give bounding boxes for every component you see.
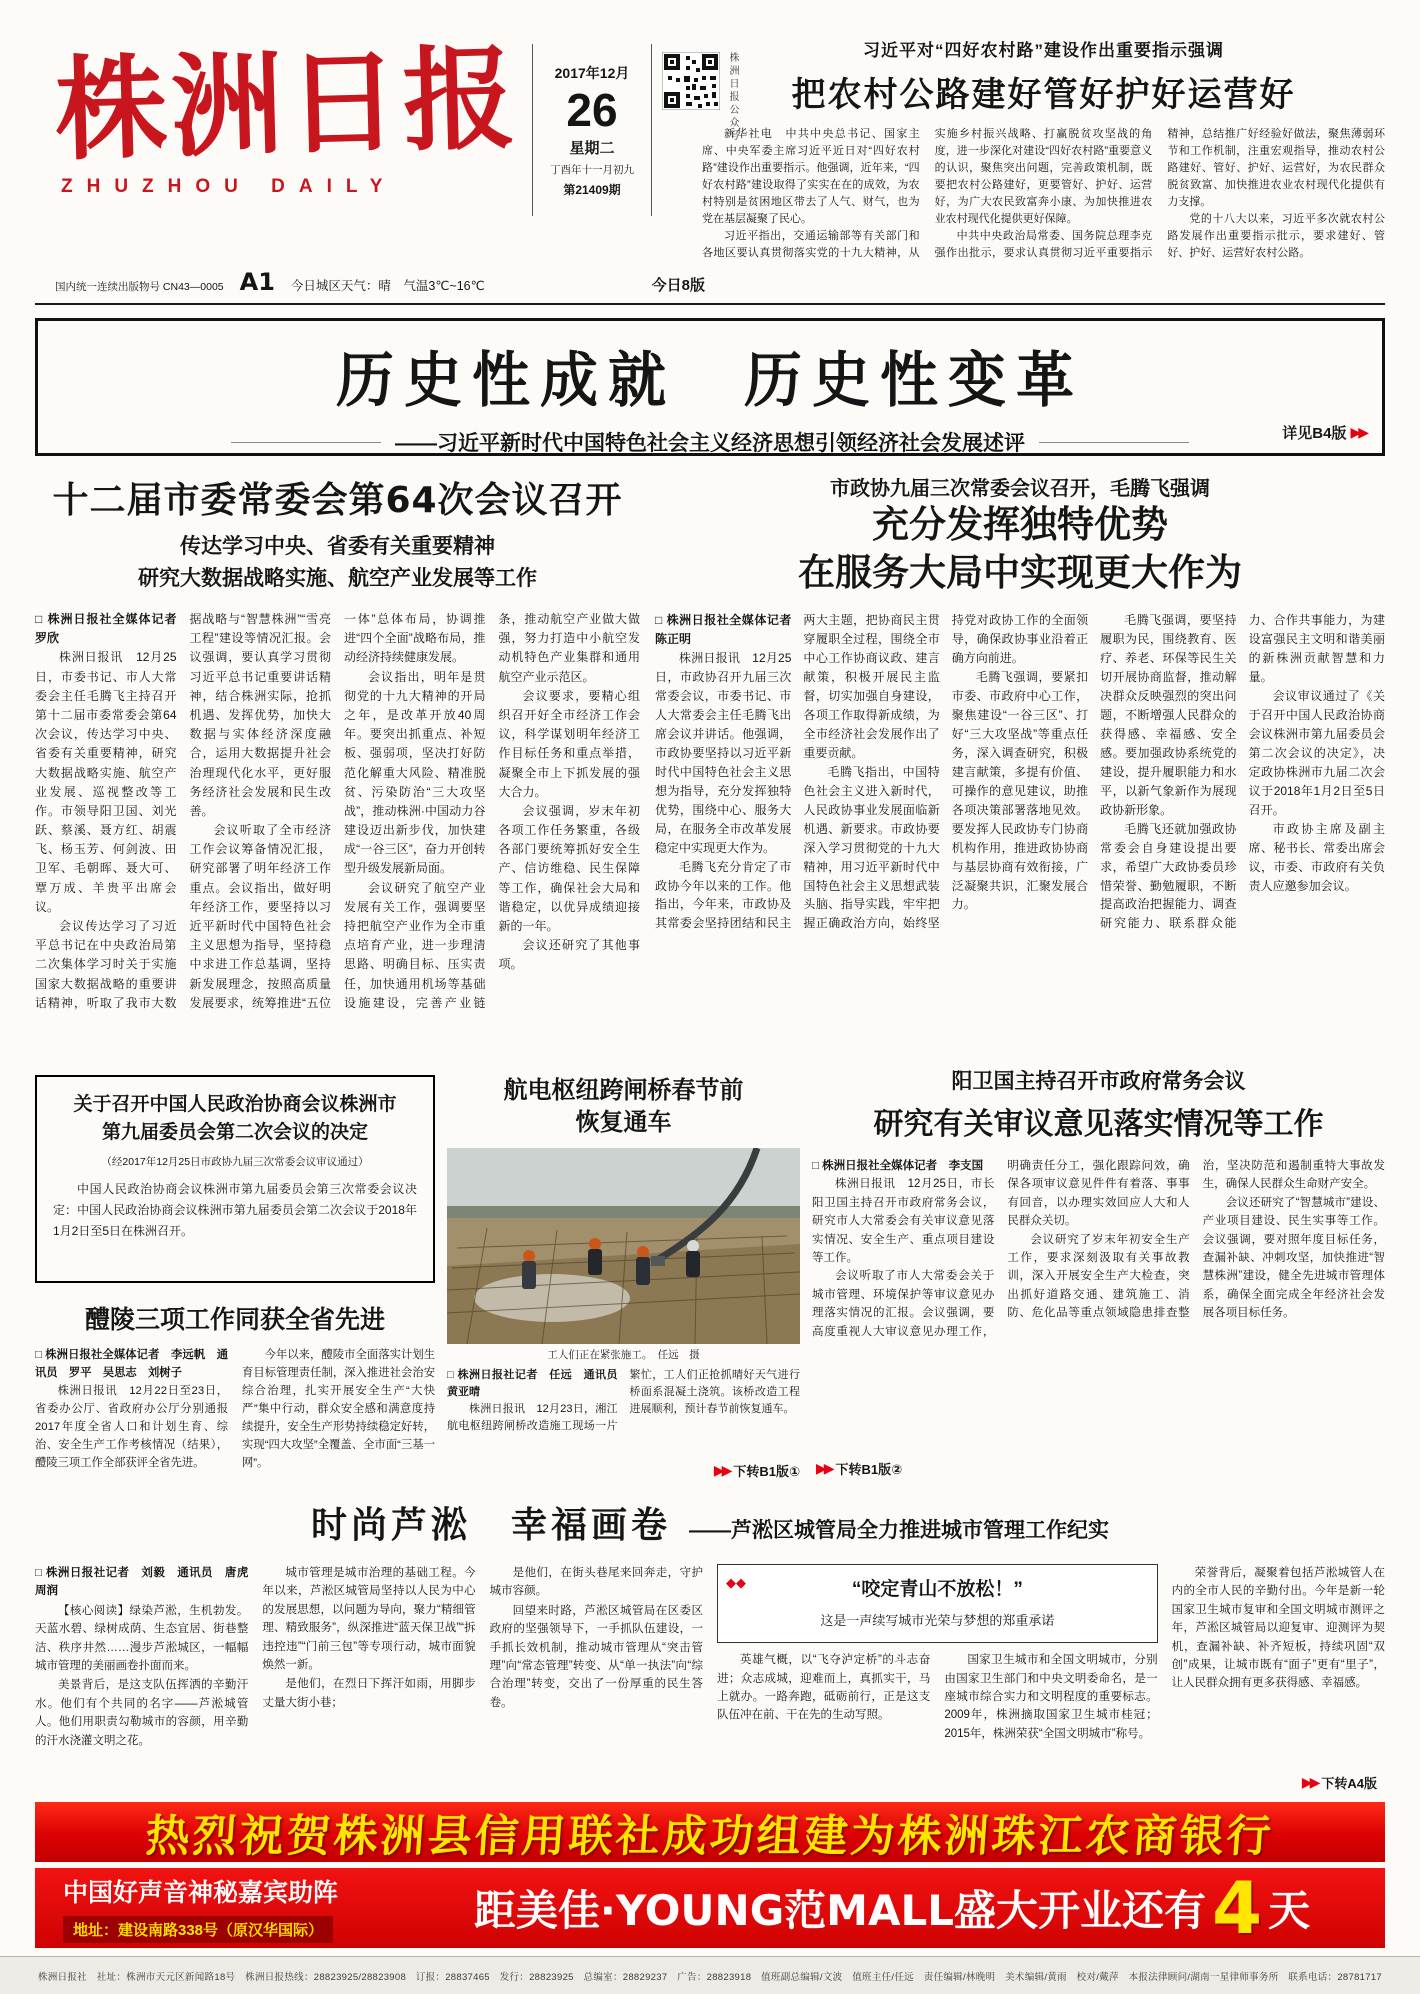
article-body: [812, 1157, 1385, 1453]
banner-subtitle-row: [38, 427, 1382, 457]
article-headline: 研究有关审议意见落实情况等工作: [873, 1108, 1324, 1141]
publication-number: 国内统一连续出版物号 CN43—0005: [55, 281, 224, 293]
paragraph: 市政协主席及副主席、秘书长、常委出席会议，市委、市政府有关负责人应邀参加会议。: [1248, 821, 1385, 893]
qr-label: 株洲日报公众号: [727, 52, 738, 143]
ad-mall-main: [427, 1866, 1357, 1950]
decorative-rule: [1039, 442, 1189, 443]
date-month: 2017年12月: [554, 64, 630, 81]
cppcc-decision-box: [35, 1075, 435, 1283]
paragraph: 荣誉背后，凝聚着包括芦淞城管人在内的全市人民的辛勤付出。今年是新一轮国家卫生城市复审和全国文明城市测评之年，芦淞区城管局以迎复审、迎测评为契机，查漏补缺、补齐短板，持续巩固“双创”成果，让城市既有“面子”更有“里子”，让人民群众拥有更多获得感、幸福感。: [1171, 1567, 1385, 1690]
byline: □ 株洲日报社记者 刘毅 通讯员 唐虎 周润: [35, 1567, 260, 1598]
article-headline: 醴陵三项工作同获全省先进: [84, 1306, 385, 1334]
paragraph: 【核心阅读】绿染芦淞，生机勃发。天蓝水碧、绿树成荫、生态宜居、街巷整洁、秩序井然……漫步芦淞城区，一幅幅城市管理的美丽画卷扑面而来。: [35, 1604, 249, 1672]
ad-banner-bank-text: 热烈祝贺株洲县信用联社成功组建为株洲珠江农商银行: [143, 1811, 1276, 1862]
paragraph: 回望来时路，芦淞区城管局在区委区政府的坚强领导下，一手抓队伍建设，一手抓长效机制，推动城市管理从“突击管理”向“常态管理”转变、从“单一执法”向“综合治理”转变，交出了一份厚重的民生答卷。: [489, 1604, 703, 1709]
byline: □ 株洲日报社全媒体记者 李远帆 通讯员 罗平 吴思志 刘树子: [35, 1349, 228, 1380]
paragraph: 毛腾飞还就加强政协常委会自身建设提出要求，希望广大政协委员珍惜荣誉、勤勉履职，不断提高政治把握能力、调查研究能力、联系群众能力、合作共事能力，为建设富强民主文明和谐美丽的新株洲贡献智慧和力量。: [1100, 613, 1385, 931]
article-gov-meeting: [812, 1065, 1385, 1480]
banner-subtitle: ——习近平新时代中国特色社会主义经济思想引领经济社会发展述评: [395, 432, 1025, 455]
banner-headline-box: [35, 318, 1385, 456]
paragraph: 会议指出，明年是贯彻党的十九大精神的开局之年，是改革开放40周年。要突出抓重点、补短板、强弱项，坚决打好防范化解重大风险、精准脱贫、污染防治“三大攻坚战”，推动株洲·中国动力谷建设迈出新步伐，加快建成“一谷三区”，奋力开创转型升级发展新局面。: [344, 669, 486, 876]
ad-mall-address: 地址：建设南路338号（原汉华国际）: [63, 1916, 333, 1943]
headline-line-1: 充分发挥独特优势: [872, 503, 1168, 546]
paragraph: 国家卫生城市和全国文明城市，分别由国家卫生部门和中央文明委命名，是一座城市综合实力和文明程度的重要标志。2009年，株洲摘取国家卫生城市桂冠；2015年，株洲荣获“全国文明城市”称号。: [944, 1654, 1158, 1740]
paragraph: 会议还研究了其他事项。: [498, 938, 640, 972]
article-body: [655, 611, 1385, 1025]
pages-today: 今日8版: [651, 277, 705, 294]
masthead-divider: [35, 303, 1385, 305]
decision-body: 中国人民政治协商会议株洲市第九届委员会第三次常委会议决定：中国人民政治协商会议株洲市第九届委员会第二次会议于2018年1月2日至5日在株洲召开。: [53, 1182, 417, 1239]
issue-number: 第21409期: [563, 182, 621, 197]
paragraph: 会议听取了全市经济工作会议筹备情况汇报，研究部署了明年经济工作重点。会议指出，做好明年经济工作，要坚持以习近平新时代中国特色社会主义思想为指导，坚持稳中求进工作总基调，坚持新发展理念，按照高质量发展要求，统筹推进“五位一体”总体布局，协调推进“四个全面”战略布局，推动经济持续健康发展。: [189, 612, 486, 1010]
feature-title: 时尚芦淞 幸福画卷: [310, 1505, 671, 1546]
headline-line-1: 航电枢纽跨闸桥春节前: [503, 1077, 744, 1104]
paragraph: 英雄气概，以“飞夺泸定桥”的斗志奋进；众志成城，迎难而上，真抓实干，马上就办。一路奔跑，砥砺前行，正是这支队伍冲在前、干在先的生动写照。: [716, 1654, 931, 1722]
paragraph: 株洲日报讯 12月25日，市政协召开九届三次常委会议，市委书记、市人大常委会主任毛腾飞出席会议并讲话。他强调，市政协要坚持以习近平新时代中国特色社会主义思想为指导，充分发挥独特优势，围绕中心、服务大局，在服务全市改革发展稳定中实现更大作为。: [655, 651, 792, 855]
paragraph: 会议强调，岁末年初各项工作任务繁重，各级各部门要统筹抓好安全生产、信访维稳、民生保障等工作，确保社会大局和谐稳定，以优异成绩迎接新的一年。: [498, 803, 640, 933]
top-story-kicker: 习近平对“四好农村路”建设作出重要指示强调: [863, 41, 1224, 60]
paragraph: 会议审议通过了《关于召开中国人民政治协商会议株洲市第九届委员会第二次会议的决定》，决定政协株洲市九届二次会议于2018年1月2日至5日召开。: [1248, 689, 1385, 817]
feature-quote-box: [717, 1564, 1158, 1643]
subhead-line-1: 传达学习中央、省委有关重要精神: [180, 535, 495, 558]
date-day: 26: [566, 83, 618, 136]
feature-column-3: [490, 1564, 703, 1792]
footer-colophon: [0, 1956, 1420, 1994]
newspaper-title: 株洲日报: [53, 33, 521, 177]
paragraph: 会议还研究了“智慧城市”建设、产业项目建设、民生实事等工作。会议强调，要对照年度目标任务，查漏补缺、冲刺攻坚，加快推进“智慧株洲”建设，健全先进城市管理体系，确保全面完成全年经济社会发展各项目标任务。: [1202, 1196, 1385, 1320]
paragraph: 习近平指出，交通运输部等有关部门和各地区要认真贯彻落实党的十九大精神，从实施乡村振兴战略、打赢脱贫攻坚战的角度，进一步深化对建设“四好农村路”重要意义的认识，聚焦突出问题，完善政策机制，既要把农村公路建好，更要管好、护好、运营好，为广大农民致富奔小康、为加快推进农业农村现代化提供更好保障。: [702, 128, 1153, 260]
paragraph: 毛腾飞强调，要紧扣市委、市政府中心工作，聚焦建设“一谷三区”、打好“三大攻坚战”等重点任务，深入调查研究，积极建言献策，多提有价值、可操作的意见建议，助推各项决策部署落地见效。要发挥人民政协专门协商机构作用，推进政协协商与基层协商有效衔接，广泛凝聚共识，汇聚发展合力。: [951, 670, 1089, 912]
see-page-label: 详见B4版: [1282, 425, 1347, 442]
feature-story: [35, 1497, 1385, 1792]
paragraph: 株洲日报讯 12月25日，市长阳卫国主持召开市政府常务会议，研究市人大常委会有关审议意见落实情况、安全生产、重点项目建设等工作。: [812, 1178, 995, 1264]
paragraph: 会议研究了航空产业发展有关工作，强调要坚持把航空产业作为全市重点培育产业，进一步理清思路、明确目标、压实责任，加快通用机场等基础设施建设，完善产业链条，推动航空产业做大做强，努力打造中小航空发动机特色产业集群和通用航空产业示范区。: [344, 612, 640, 1010]
paragraph: 党的十八大以来，习近平多次就农村公路发展作出重要指示批示，要求建好、管好、护好、运营好农村公路。: [1167, 213, 1385, 260]
paragraph: 毛腾飞强调，要坚持履职为民，围绕教育、医疗、养老、环保等民生关切开展协商监督，推动解决群众反映强烈的突出问题，不断增强人民群众的获得感、幸福感、安全感。要加强政协系统党的建设，提升履职能力和水平，以新气象新作为展现政协新形象。: [1100, 613, 1237, 817]
paragraph: 中共中央政治局常委、国务院总理李克强作出批示，要求认真贯彻习近平重要指示精神，总结推广好经验好做法，聚焦薄弱环节和工作机制，注重宏观指导，推动农村公路建好、管好、护好、运营好，为农民群众脱贫致富、加快推进农业农村现代化提供有力支撑。: [934, 128, 1385, 260]
byline: □ 株洲日报社记者 任远 通讯员 黄亚晴: [447, 1368, 629, 1398]
paragraph: 是他们，在烈日下挥汗如雨，用脚步丈量大街小巷；: [262, 1678, 476, 1709]
photo-story-headline: [447, 1075, 800, 1140]
top-story-headline: 把农村公路建好管好护好运营好: [791, 75, 1296, 115]
feature-column-1: [35, 1564, 260, 1792]
feature-subtitle: ——芦淞区城管局全力推进城市管理工作纪实: [689, 1519, 1109, 1542]
paragraph: 毛腾飞充分肯定了市政协今年以来的工作。他指出，今年来，市政协及其常委会坚持团结和民主两大主题，把协商民主贯穿履职全过程，围绕全市中心工作协商议政、建言献策，积极开展民主监督，切实加强自身建设，各项工作取得新成绩，为全市经济社会发展作出了重要贡献。: [655, 613, 940, 931]
quote-title: “咬定青山不放松！”: [851, 1579, 1023, 1600]
ad-mall-main-text: 距美佳·YOUNG范MALL盛大开业还有: [473, 1886, 1206, 1935]
paragraph: 会议传达学习了习近平总书记在中央政治局第二次集体学习时关于实施国家大数据战略的重要讲话精神，听取了我市大数据战略与“智慧株洲”“雪亮工程”建设等情况汇报。会议强调，要认真学习贯彻习近平总书记重要讲话精神，结合株洲实际，抢抓机遇、发挥优势，加快大数据与实体经济深度融合，运用大数据提升社会治理现代化水平，更好服务经济社会发展和民生改善。: [35, 612, 331, 1010]
ad-mall-title: 中国好声音神秘嘉宾助阵: [63, 1879, 339, 1907]
headline-line-2: 在服务大局中实现更大作为: [798, 551, 1242, 595]
decision-note: （经2017年12月25日市政协九届三次常委会议审议通过）: [101, 1156, 369, 1169]
ad-mall-days-count: 4: [1212, 1866, 1263, 1950]
article-body: [35, 1346, 435, 1478]
paragraph: 株洲日报讯 12月25日，市委书记、市人大常委会主任毛腾飞主持召开第十二届市委常委会第64次会议，传达学习中央、省委有关重要精神，研究大数据战略实施、航空产业发展、巡视整改等工作。市领导阳卫国、刘光跃、蔡溪、聂方红、胡震飞、杨玉芳、何剑波、田卫军、毛朝晖、聂大可、覃万成、羊贵平出席会议。: [35, 650, 177, 914]
subhead-line-2: 研究大数据战略实施、航空产业发展等工作: [138, 566, 537, 590]
footer-text: 株洲日报社 社址：株洲市天元区新闻路18号 株洲日报热线：28823925/28823908 订报：28837465 发行：28823925 总编室：28829237 广告：28823918 值班副总编辑/文波 值班主任/任远 责任编辑/林晚明 美术编辑/黄雨 校对/戴萍 本报法律顾问/湖南一星律师事务所 联系电话：28781717: [37, 1971, 1383, 1983]
article-committee-meeting: [35, 472, 640, 1070]
headline-line-2: 恢复通车: [575, 1109, 672, 1137]
article-kicker: 市政协九届三次常委会议召开，毛腾飞强调: [830, 478, 1210, 500]
paragraph: 新华社电 中共中央总书记、国家主席、中央军委主席习近平近日对“四好农村路”建设作出重要指示。他强调，近年来，“四好农村路”建设取得了实实在在的成效，为农村特别是贫困地区带去了人气、财气，也为党在基层凝聚了民心。: [702, 128, 920, 226]
jump-arrows-icon: ▶▶: [1301, 1774, 1318, 1790]
quote-ornament-icon: ◆◆: [725, 1575, 746, 1590]
paragraph: 今年以来，醴陵市全面落实计划生育目标管理责任制，深入推进社会治安综合治理，扎实开展安全生产“大快严”集中行动，群众安全感和满意度持续提升，安全生产形势持续稳定好转，实现“四大攻坚”全覆盖、全市面“三基一网”。: [242, 1349, 435, 1470]
jump-label: 下转A4版: [1321, 1776, 1377, 1791]
top-story: [702, 36, 1385, 278]
article-cppcc-meeting: [655, 472, 1385, 1070]
article-body: [35, 610, 640, 1058]
photo-story-body: [447, 1367, 800, 1439]
decision-title-line-1: 关于召开中国人民政治协商会议株洲市: [73, 1094, 397, 1115]
ad-mall-left: [63, 1873, 393, 1943]
article-kicker: 阳卫国主持召开市政府常务会议: [951, 1070, 1246, 1093]
top-story-body: [702, 126, 1385, 278]
jump-marker: [1302, 1773, 1377, 1792]
paragraph: 是他们，在街头巷尾来回奔走，守护城市容颜。: [489, 1567, 703, 1598]
article-liling: [35, 1300, 435, 1480]
paragraph: 会议听取了市人大常委会关于城市管理、环境保护等审议意见办理落实情况的汇报。会议强调，要高度重视人大审议意见办理工作，明确责任分工，强化跟踪问效，确保各项审议意见件件有着落、事事有回音，以办理实效回应人大和人民群众关切。: [812, 1160, 1190, 1338]
feature-column-4: [717, 1651, 930, 1792]
date-lunar: 丁酉年十一月初九: [550, 163, 634, 176]
byline: □ 株洲日报社全媒体记者 罗欣: [35, 612, 189, 646]
decision-title: [53, 1091, 417, 1146]
ad-mall-days-unit: 天: [1268, 1886, 1311, 1935]
paragraph: 会议研究了岁末年初安全生产工作，要求深刻汲取有关事故教训，深入开展安全生产大检查，突出抓好道路交通、建筑施工、消防、危化品等重点领域隐患排查整治，坚决防范和遏制重特大事故发生，确保人民群众生命财产安全。: [1007, 1160, 1385, 1320]
byline: □ 株洲日报社全媒体记者 陈正明: [655, 613, 804, 647]
paragraph: 会议要求，要精心组织召开好全市经济工作会议，科学谋划明年经济工作目标任务和重点举措，凝聚全市上下抓发展的强大合力。: [498, 688, 640, 799]
date-weekday: 星期二: [569, 139, 615, 157]
construction-photo: [447, 1148, 800, 1344]
jump-label: 下转B1版①: [733, 1464, 800, 1479]
article-headline: 十二届市委常委会第64次会议召开: [52, 480, 623, 521]
article-subhead: [35, 531, 640, 594]
decision-title-line-2: 第九届委员会第二次会议的决定: [101, 1121, 368, 1143]
paragraph: 美景背后，是这支队伍挥洒的辛勤汗水。他们有个共同的名字——芦淞城管人。他们用职责勾勒城市的容颜，用辛勤的汗水浇灌文明之花。: [35, 1679, 249, 1747]
decorative-rule: [231, 442, 381, 443]
article-headline: [655, 501, 1385, 597]
jump-arrows-icon: ▶▶: [713, 1462, 730, 1478]
ad-banner-mall: [35, 1868, 1385, 1948]
feature-column-6: [1172, 1564, 1385, 1792]
jump-marker: [816, 1459, 902, 1478]
photo-story: [447, 1075, 800, 1480]
paragraph: 株洲日报讯 12月22日至23日，省委办公厅、省政府办公厅分别通报2017年度全省人口和计划生育、综治、安全生产工作考核情况（结果），醴陵三项工作全部获评全省先进。: [35, 1385, 228, 1470]
info-bar: [55, 268, 705, 296]
byline: □ 株洲日报社全媒体记者 李支国: [812, 1160, 984, 1172]
paragraph: 毛腾飞指出，中国特色社会主义进入新时代，人民政协事业发展面临新机遇、新要求。市政协要深入学习贯彻党的十九大精神，用习近平新时代中国特色社会主义思想武装头脑、指导实践，牢牢把握正确政治方向，始终坚持党对政协工作的全面领导，确保政协事业沿着正确方向前进。: [803, 613, 1089, 931]
photo-credit: 工人们正在紧张施工。 任远 摄: [547, 1348, 700, 1361]
ad-banner-bank: [35, 1802, 1385, 1862]
weather-line: 今日城区天气：晴 气温3℃~16℃: [290, 279, 485, 293]
jump-arrows-icon: ▶▶: [816, 1460, 832, 1476]
banner-headline: 历史性成就 历史性变革: [335, 344, 1084, 416]
feature-column-2: [262, 1564, 475, 1792]
jump-marker: [714, 1461, 800, 1480]
date-box: [532, 44, 652, 216]
masthead: [53, 33, 535, 198]
paragraph: 城市管理是城市治理的基础工程。今年以来，芦淞区城管局坚持以人民为中心的发展思想，以问题为导向，聚力“精细管理、精致服务”，纵深推进“蓝天保卫战”“拆违控违”“门前三包”等专项行动，城市面貌焕然一新。: [262, 1567, 476, 1671]
jump-label: 下转B1版②: [835, 1462, 903, 1477]
page-number: A1: [239, 268, 275, 296]
see-page-marker: [1282, 422, 1366, 443]
feature-column-5: [944, 1651, 1157, 1792]
newspaper-title-en: ZHUZHOU DAILY: [61, 175, 397, 197]
feature-body: [35, 1564, 1385, 1792]
quote-text: 这是一声续写城市光荣与梦想的郑重承诺: [820, 1613, 1055, 1629]
feature-title-row: [35, 1497, 1385, 1548]
jump-arrows-icon: ▶▶: [1350, 424, 1366, 440]
paragraph: 株洲日报讯 12月23日，湘江航电枢纽跨闸桥改造施工现场一片繁忙，工人们正抢抓晴好天气进行桥面系混凝土浇筑。该桥改造工程进展顺利，预计春节前恢复通车。: [447, 1368, 800, 1432]
